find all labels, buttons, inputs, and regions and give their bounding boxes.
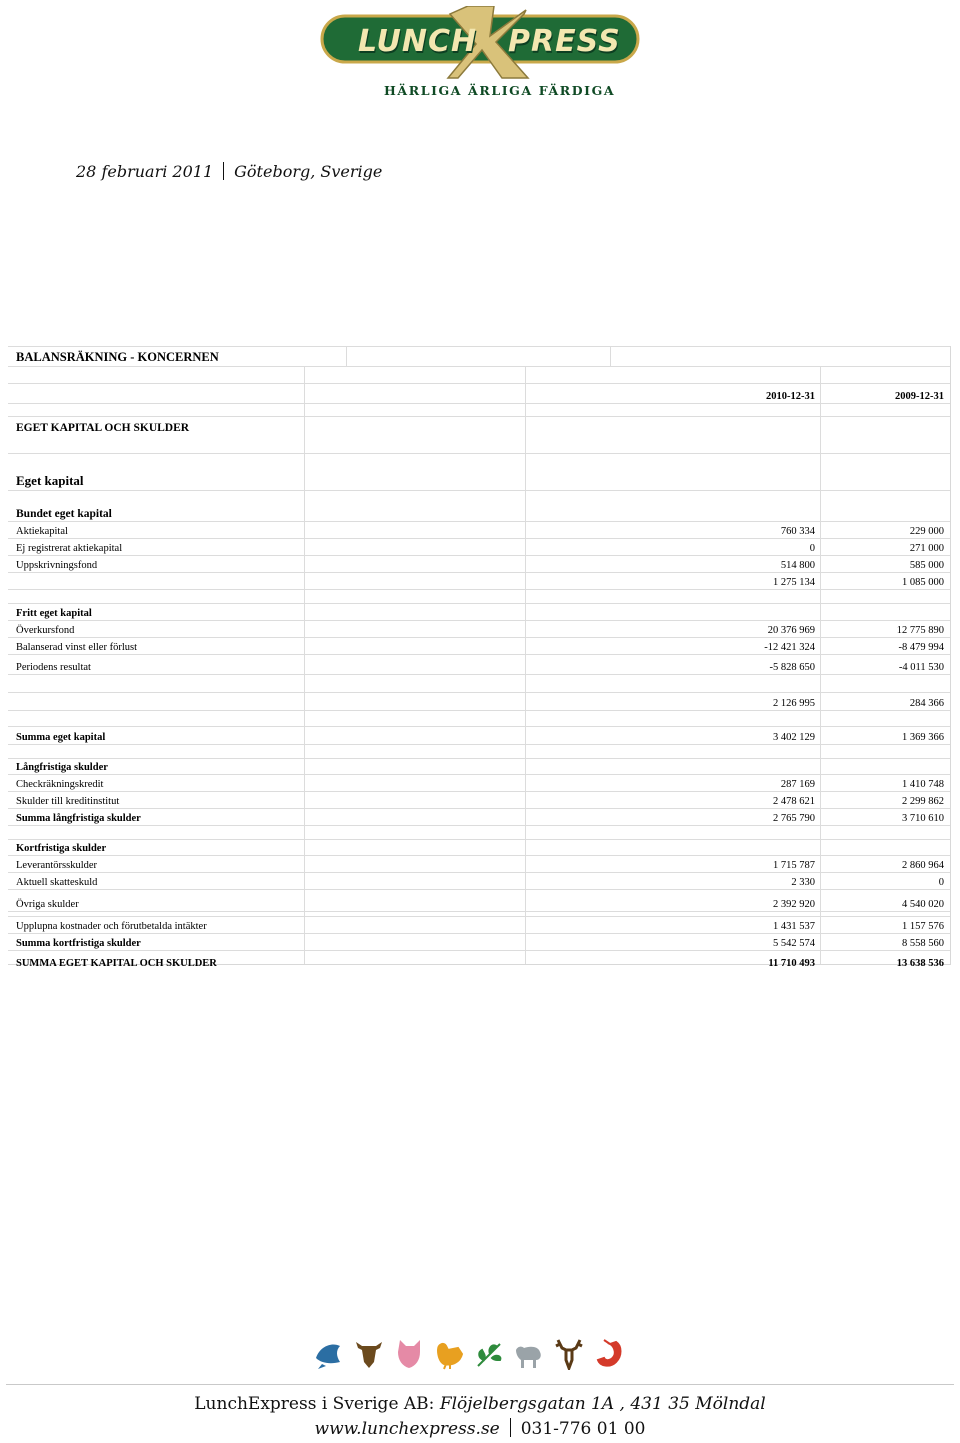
row-label: Aktiekapital: [16, 526, 68, 537]
value-2009: 2 299 862: [902, 796, 944, 807]
row-label: Ej registrerat aktiekapital: [16, 543, 123, 554]
row-label: Periodens resultat: [16, 662, 91, 673]
shrimp-icon: [594, 1338, 624, 1370]
logo-word-press: PRESS: [508, 24, 621, 59]
subtotal-2010: 1 275 134: [773, 577, 815, 588]
table-row: [8, 654, 950, 675]
value-2009: 2 860 964: [902, 860, 944, 871]
total-2009: 8 558 560: [902, 938, 944, 949]
value-2010: 1 715 787: [773, 860, 815, 871]
table-row: [8, 538, 950, 556]
value-2010: 760 334: [780, 526, 815, 537]
row-label: Balanserad vinst eller förlust: [16, 642, 138, 653]
value-2010: 287 169: [780, 779, 815, 790]
row-label: Skulder till kreditinstitut: [16, 796, 120, 807]
value-2009: 4 540 020: [902, 899, 944, 910]
table-row: [8, 726, 950, 745]
row-label: Uppskrivningsfond: [16, 560, 98, 571]
total-2010: 3 402 129: [773, 732, 815, 743]
document-place: Göteborg, Sverige: [234, 162, 383, 181]
footer-street-address: Flöjelbergsgatan 1A , 431 35 Mölndal: [439, 1394, 766, 1414]
total-2009: 3 710 610: [902, 813, 944, 824]
table-row: [8, 855, 950, 873]
table-row: [8, 758, 950, 775]
company-logo: [318, 6, 642, 98]
column-header-2009: 2009-12-31: [895, 391, 944, 402]
subtotal-2010: 2 126 995: [773, 698, 815, 709]
table-row: [8, 637, 950, 655]
subtotal-2009: 284 366: [909, 698, 944, 709]
value-2010: -12 421 324: [764, 642, 815, 653]
table-row: [8, 916, 950, 934]
pig-icon: [394, 1338, 424, 1370]
row-label: Leverantörsskulder: [16, 860, 98, 871]
value-2009: 12 775 890: [896, 625, 944, 636]
table-row: [8, 589, 950, 604]
value-2009: 0: [938, 877, 944, 888]
table-row: [8, 872, 950, 890]
footer-separator: [510, 1418, 511, 1437]
subgroup-heading-fritt: Fritt eget kapital: [16, 608, 92, 619]
logo-wordmark: [358, 24, 638, 64]
grand-total-2010: 11 710 493: [768, 958, 815, 969]
footer-divider: [6, 1384, 954, 1385]
sheet-title: BALANSRÄKNING - KONCERNEN: [16, 350, 219, 364]
value-2009: -4 011 530: [898, 662, 944, 673]
food-icons: [314, 1338, 654, 1372]
footer-company: LunchExpress i Sverige AB:: [194, 1394, 435, 1414]
value-2009: 1 157 576: [902, 921, 944, 932]
value-2009: -8 479 994: [898, 642, 944, 653]
value-2009: 271 000: [909, 543, 944, 554]
table-row: [8, 825, 950, 840]
balance-sheet: [8, 346, 951, 969]
total-2010: 2 765 790: [773, 813, 815, 824]
value-2010: 20 376 969: [767, 625, 815, 636]
table-row: [8, 791, 950, 809]
table-row: [8, 555, 950, 573]
value-2009: 229 000: [909, 526, 944, 537]
value-2009: 1 410 748: [902, 779, 944, 790]
row-label: Övriga skulder: [16, 899, 79, 910]
table-row: [8, 572, 950, 590]
footer-website-link[interactable]: www.lunchexpress.se: [314, 1419, 500, 1439]
footer-phone: 031-776 01 00: [520, 1419, 646, 1439]
table-row: [8, 710, 950, 727]
group-heading-kortfristiga: Kortfristiga skulder: [16, 843, 107, 854]
total-label: Summa långfristiga skulder: [16, 813, 141, 824]
table-row: [8, 383, 950, 404]
table-row: [8, 692, 950, 711]
row-label: Checkräkningskredit: [16, 779, 104, 790]
section-heading: EGET KAPITAL OCH SKULDER: [16, 422, 190, 434]
group-heading-eget-kapital: Eget kapital: [16, 473, 84, 488]
footer-address: [0, 1394, 960, 1414]
row-label: Överkursfond: [16, 625, 75, 636]
value-2010: 2 478 621: [773, 796, 815, 807]
table-row: [8, 950, 950, 969]
total-label: Summa kortfristiga skulder: [16, 938, 141, 949]
value-2010: 514 800: [780, 560, 815, 571]
table-row: [8, 346, 950, 367]
table-row: [8, 808, 950, 826]
footer-contact: [0, 1418, 960, 1439]
logo-tagline: HÄRLIGA ÄRLIGA FÄRDIGA: [384, 83, 616, 98]
table-row: [8, 490, 950, 522]
total-2009: 1 369 366: [902, 732, 944, 743]
table-row: [8, 453, 950, 491]
grand-total-label: SUMMA EGET KAPITAL OCH SKULDER: [16, 958, 217, 969]
subtotal-2009: 1 085 000: [902, 577, 944, 588]
value-2010: 1 431 537: [773, 921, 815, 932]
table-row: [8, 889, 950, 912]
herb-icon: [474, 1338, 504, 1370]
value-2010: 2 392 920: [773, 899, 815, 910]
document-date: 28 februari 2011: [76, 162, 214, 181]
subgroup-heading-bundet: Bundet eget kapital: [16, 508, 112, 520]
table-row: [8, 366, 950, 384]
deer-icon: [554, 1338, 584, 1370]
logo-word-lunch: LUNCH: [358, 24, 478, 59]
row-label: Upplupna kostnader och förutbetalda intäkter: [16, 921, 207, 932]
value-2010: 2 330: [791, 877, 815, 888]
table-row: [8, 774, 950, 792]
table-row: [8, 744, 950, 759]
table-row: [8, 603, 950, 621]
value-2010: 0: [809, 543, 815, 554]
date-separator: [223, 162, 224, 180]
fish-icon: [314, 1338, 344, 1370]
group-heading-langfristiga: Långfristiga skulder: [16, 762, 108, 773]
table-row: [8, 620, 950, 638]
column-header-2010: 2010-12-31: [766, 391, 815, 402]
table-row: [8, 839, 950, 856]
table-row: [8, 403, 950, 417]
table-row: [8, 416, 950, 454]
row-label: Aktuell skatteskuld: [16, 877, 98, 888]
lamb-icon: [514, 1338, 544, 1370]
chicken-icon: [434, 1338, 464, 1370]
grand-total-2009: 13 638 536: [896, 958, 944, 969]
table-row: [8, 521, 950, 539]
table-row: [8, 674, 950, 693]
total-label: Summa eget kapital: [16, 732, 106, 743]
value-2009: 585 000: [909, 560, 944, 571]
total-2010: 5 542 574: [773, 938, 815, 949]
cow-icon: [354, 1338, 384, 1370]
table-row: [8, 933, 950, 951]
value-2010: -5 828 650: [769, 662, 815, 673]
date-line: [76, 162, 382, 181]
